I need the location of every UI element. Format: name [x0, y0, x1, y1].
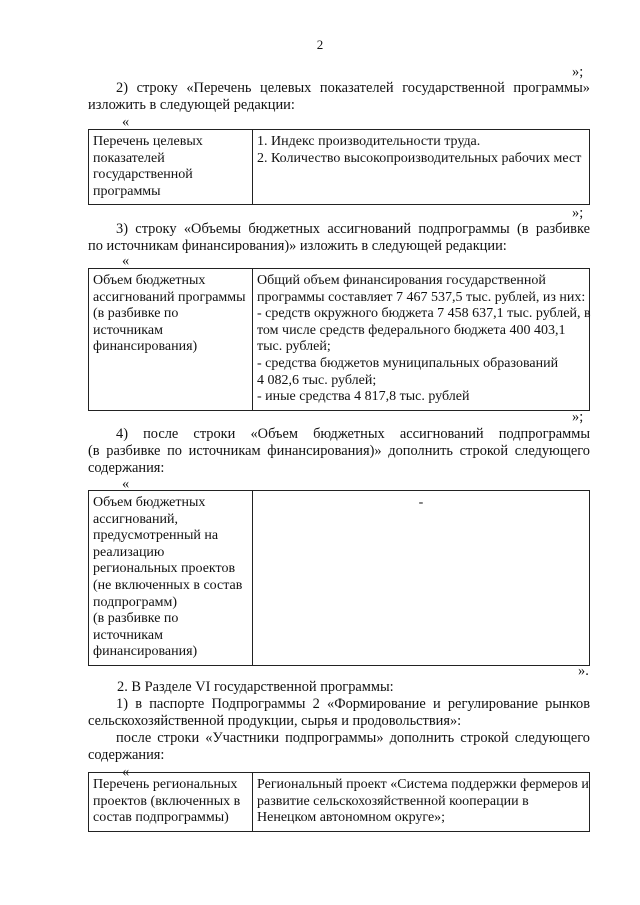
table-budget-allocations [88, 268, 590, 411]
paragraph-item-2 [88, 80, 590, 114]
cell-line: Перечень целевых [93, 134, 203, 149]
cell-line: финансирования) [93, 339, 198, 355]
cell-line: (в разбивке по [93, 611, 179, 627]
paragraph-line: содержания: [88, 747, 165, 763]
cell-line: программы составляет 7 467 537,5 тыс. рублей, из них: [257, 289, 586, 305]
page-number: 2 [316, 37, 324, 52]
paragraph-subprogram-2 [88, 696, 590, 730]
paragraph-line: по источникам финансирования)» изложить в следующей редакции: [88, 238, 507, 254]
cell-line: - средств окружного бюджета 7 458 637,1 тыс. рублей, в [257, 306, 591, 322]
cell-line: источникам [93, 322, 163, 338]
cell-line: ассигнований, [93, 511, 178, 527]
paragraph-item-4 [88, 426, 590, 477]
table-cell-label [89, 269, 253, 411]
cell-line: том числе средств федерального бюджета 400 403,1 [257, 322, 566, 338]
cell-line: финансирования) [93, 644, 198, 660]
cell-line: региональных проектов [93, 561, 236, 577]
paragraph-line: 2) строку «Перечень целевых показателей государственной программы» [116, 80, 590, 96]
closing-quote: »; [572, 409, 584, 425]
cell-line: 2. Количество высокопроизводительных рабочих мест [257, 150, 582, 166]
closing-quote: »; [572, 64, 584, 80]
cell-line: показателей [93, 150, 165, 166]
opening-quote: « [122, 476, 130, 492]
cell-line: Региональный проект «Система поддержки фермеров и [257, 777, 589, 792]
opening-quote: « [122, 253, 130, 269]
table-cell-label [89, 130, 253, 205]
cell-line: - средства бюджетов муниципальных образований [257, 355, 559, 371]
cell-line: 4 082,6 тыс. рублей; [257, 372, 377, 388]
paragraph-line: сельскохозяйственной продукции, сырья и продовольствия»: [88, 713, 462, 729]
cell-line: подпрограмм) [93, 594, 178, 610]
table-regional-projects-allocations [88, 490, 590, 666]
paragraph-item-3 [88, 221, 590, 255]
cell-line: тыс. рублей; [257, 339, 331, 355]
table-target-indicators [88, 129, 590, 205]
opening-quote: « [122, 114, 130, 130]
cell-line: государственной [93, 167, 193, 183]
cell-line: ассигнований программы [93, 289, 246, 305]
paragraph-line: содержания: [88, 460, 165, 476]
paragraph-line: после строки «Участники подпрограммы» дополнить строкой следующего [116, 730, 590, 746]
cell-line: Объем бюджетных [93, 495, 206, 510]
cell-line: источникам [93, 627, 163, 643]
cell-line: 1. Индекс производительности труда. [257, 134, 481, 149]
paragraph-after-participants [88, 730, 590, 764]
cell-line: состав подпрограммы) [93, 810, 229, 826]
table-cell-value [253, 491, 590, 666]
cell-line: - иные средства 4 817,8 тыс. рублей [257, 389, 470, 405]
closing-quote: ». [578, 663, 589, 679]
table-regional-projects-list [88, 772, 590, 832]
paragraph-line: 3) строку «Объемы бюджетных ассигнований подпрограммы (в разбивке [116, 221, 590, 237]
table-cell-value [253, 773, 590, 832]
closing-quote: »; [572, 205, 584, 221]
cell-line: Ненецком автономном округе»; [257, 810, 446, 826]
opening-quote: « [122, 764, 130, 780]
cell-line: проектов (включенных в [93, 793, 241, 809]
cell-line: (в разбивке по [93, 306, 179, 322]
section-2-heading: 2. В Разделе VI государственной программы: [117, 679, 394, 695]
table-cell-label [89, 491, 253, 666]
cell-line: Общий объем финансирования государственной [257, 273, 546, 288]
cell-line: (не включенных в состав [93, 577, 243, 593]
table-cell-label [89, 773, 253, 832]
cell-line: программы [93, 183, 161, 199]
cell-line: развитие сельскохозяйственной кооперации в [257, 793, 529, 809]
paragraph-line: (в разбивке по источникам финансирования)» дополнить строкой следующего [88, 443, 590, 459]
cell-line: Перечень региональных [93, 777, 238, 792]
table-cell-value [253, 269, 590, 411]
cell-line: реализацию [93, 544, 165, 560]
dash-value: - [418, 495, 424, 510]
paragraph-line: 4) после строки «Объем бюджетных ассигнований подпрограммы [116, 426, 590, 442]
cell-line: Объем бюджетных [93, 273, 206, 288]
paragraph-line: 1) в паспорте Подпрограммы 2 «Формирование и регулирование рынков [116, 696, 590, 712]
paragraph-line: изложить в следующей редакции: [88, 97, 295, 113]
table-cell-value [253, 130, 590, 205]
cell-line: предусмотренный на [93, 528, 219, 544]
